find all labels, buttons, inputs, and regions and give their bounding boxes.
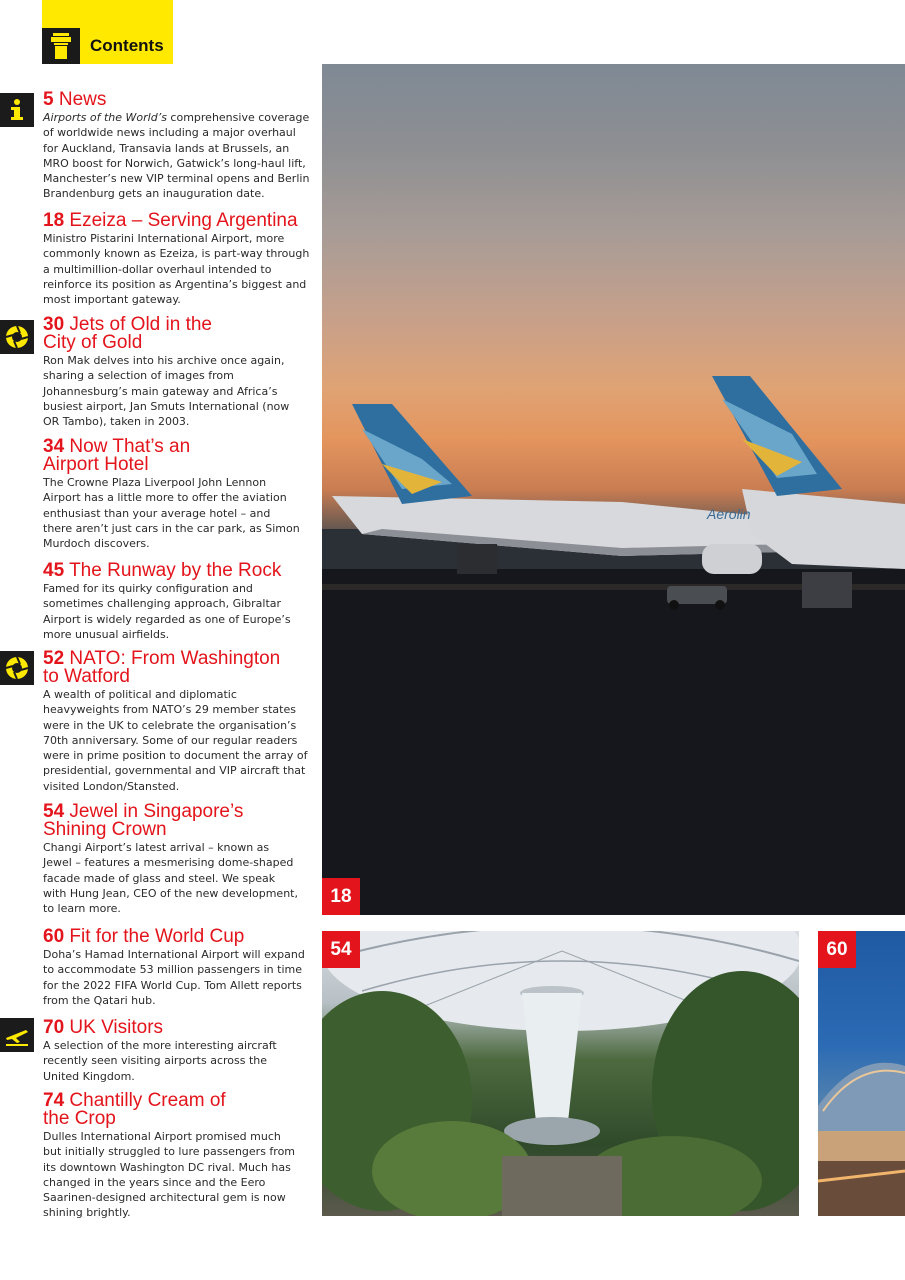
jewel-changi-photo[interactable]: [322, 931, 799, 1216]
toc-entry-chantilly[interactable]: [43, 1092, 311, 1221]
entry-title: 34 Now That’s an Airport Hotel: [43, 436, 191, 475]
camera-aperture-icon: [0, 651, 34, 685]
entry-body: Changi Airport’s latest arrival – known as Jewel – features a mesmerising dome-shaped facade made of glass and steel. We speak with Hung Jean, CEO of the new development, to learn more.: [43, 841, 298, 916]
page-badge: 18: [322, 878, 360, 915]
toc-entry-uk-visitors[interactable]: [43, 1019, 311, 1084]
entry-body: A selection of the more interesting aircraft recently seen visiting airports across the United Kingdom.: [43, 1039, 277, 1083]
toc-entry-nato[interactable]: [43, 650, 311, 794]
entry-body: A wealth of political and diplomatic heavyweights from NATO’s 29 member states were in the UK to celebrate the organisation’s 70th anniversary. Some of our regular readers were in prime position to document the array of presidential, governmental and VIP aircraft that visited London/Stansted.: [43, 688, 308, 793]
contents-header: [42, 0, 173, 64]
entry-body: The Crowne Plaza Liverpool John Lennon Airport has a little more to offer the aviation enthusiast than your average hotel – and there aren’t just cars in the car park, as Simon Murdoch discovers.: [43, 476, 300, 551]
entry-body: Airports of the World’s comprehensive coverage of worldwide news including a major overhaul for Auckland, Transavia lands at Brussels, an MRO boost for Norwich, Gatwick’s long-haul lift, Manchester’s new VIP terminal opens and Berlin Brandenburg gets an inauguration date.: [43, 111, 310, 201]
toc-entry-jets-of-old[interactable]: [43, 316, 311, 429]
entry-body: Doha’s Hamad International Airport will expand to accommodate 53 million passengers in time for the 2022 FIFA World Cup. Tom Allett reports from the Qatari hub.: [43, 948, 305, 1007]
entry-title: 5 News: [43, 89, 107, 110]
camera-aperture-icon: [0, 320, 34, 354]
entry-title: 52 NATO: From Washington to Watford: [43, 648, 281, 687]
contents-label: Contents: [90, 36, 164, 55]
entry-body: Famed for its quirky configuration and sometimes challenging approach, Gibraltar Airport is widely regarded as one of Europe’s more unusual airfields.: [43, 582, 291, 641]
entry-title: 60 Fit for the World Cup: [43, 926, 245, 947]
toc-entry-airport-hotel[interactable]: [43, 438, 311, 551]
entry-title: 45 The Runway by the Rock: [43, 560, 282, 581]
control-tower-icon: [42, 28, 80, 64]
toc-entry-ezeiza[interactable]: [43, 212, 311, 307]
entry-body: Dulles International Airport promised much but initially struggled to lure passengers from its downtown Washington DC rival. Much has changed in the years since and the Eero Saarinen-designed architectural gem is now shining brightly.: [43, 1130, 296, 1220]
toc-entry-runway-rock[interactable]: [43, 562, 311, 642]
hamad-airport-photo[interactable]: [818, 931, 905, 1216]
toc-entry-news[interactable]: [43, 91, 311, 202]
entry-title: 54 Jewel in Singapore’s Shining Crown: [43, 801, 244, 840]
ezeiza-aircraft-photo[interactable]: [322, 64, 905, 915]
toc-entry-world-cup[interactable]: [43, 928, 311, 1008]
entry-title: 70 UK Visitors: [43, 1017, 164, 1038]
entry-body: Ministro Pistarini International Airport, more commonly known as Ezeiza, is part-way through a multimillion-dollar overhaul intended to reinforce its position as Argentina’s biggest and most important gateway.: [43, 232, 310, 307]
entry-body: Ron Mak delves into his archive once again, sharing a selection of images from Johannesburg’s main gateway and Africa’s busiest airport, Jan Smuts International (now OR Tambo), taken in 2003.: [43, 354, 290, 429]
info-icon: [0, 93, 34, 127]
entry-title: 30 Jets of Old in the City of Gold: [43, 314, 212, 353]
toc-entry-jewel[interactable]: [43, 803, 311, 916]
page-badge: 60: [818, 931, 856, 968]
page-badge: 54: [322, 931, 360, 968]
entry-title: 74 Chantilly Cream of the Crop: [43, 1090, 226, 1129]
svg-text:Aerolin: Aerolin: [707, 506, 751, 522]
plane-landing-icon: [0, 1018, 34, 1052]
entry-title: 18 Ezeiza – Serving Argentina: [43, 210, 298, 231]
